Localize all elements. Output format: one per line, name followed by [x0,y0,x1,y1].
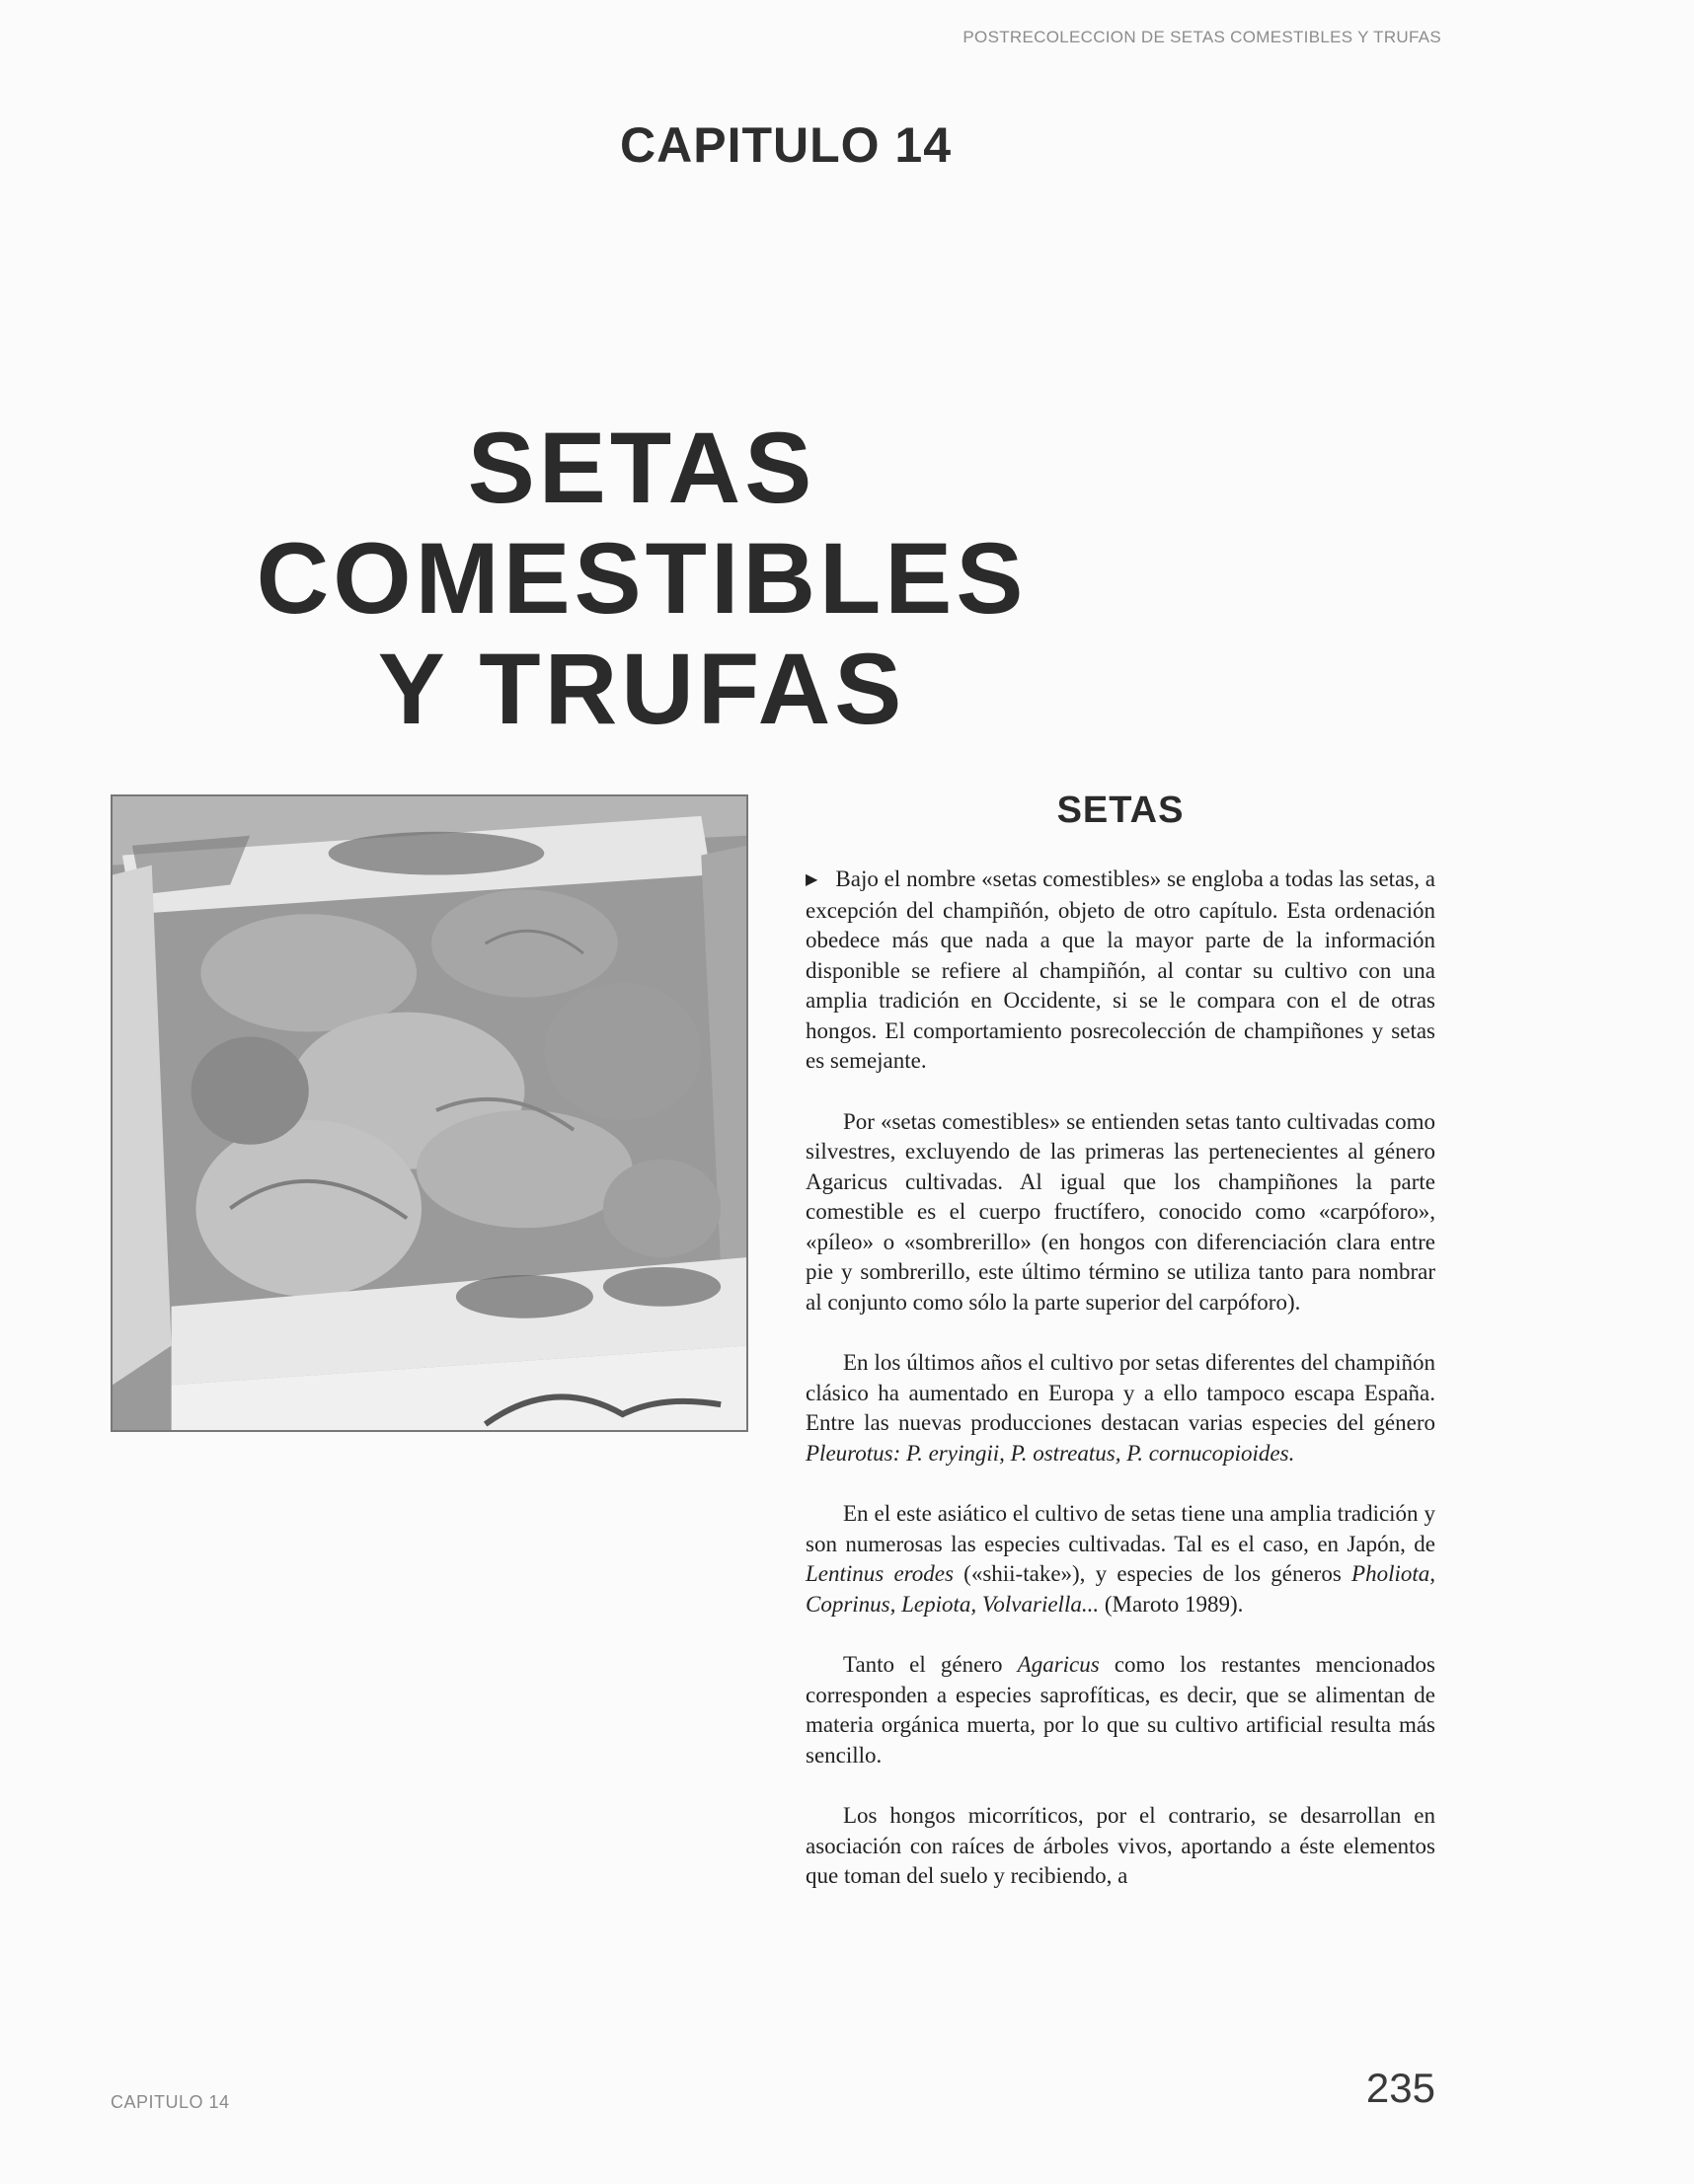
paragraph-1-text: Bajo el nombre «setas comestibles» se engloba a todas las setas, a excepción del champiñón, objeto de otro capítulo. Esta ordenación obedece más que nada a que la mayor parte de la información disponible se refiere al champiñón, al contar su cultivo con una amplia tradición en Occidente, si se le compara con el de otras hongos. El comportamiento posrecolección de champiñones y setas es semejante. [806,866,1435,1073]
paragraph-5-text-b: como los restantes mencionados corresponden a especies saprofíticas, es decir, que se alimentan de materia orgánica muerta, por lo que su cultivo artificial resulta más sencillo. [806,1652,1436,1768]
paragraph-4 [806,1499,1435,1619]
footer-chapter: CAPITULO 14 [111,2092,230,2112]
main-title-line-1: SETAS COMESTIBLES [256,412,1028,635]
page-number: 235 [1365,2065,1435,2111]
paragraph-5-text-a: Tanto el género [843,1652,1018,1677]
running-header: POSTRECOLECCION DE SETAS COMESTIBLES Y TRUFAS [962,28,1441,46]
paragraph-4-species-b: Pholiota, Coprinus, Lepiota, Volvariella... [806,1561,1436,1617]
main-title [99,413,1185,744]
section-title: SETAS [1056,790,1185,831]
paragraph-2: Por «setas comestibles» se entienden setas tanto cultivadas como silvestres, excluyendo de las primeras las pertenecientes al género Agaricus cultivadas. Al igual que los champiñones la parte comestible es el cuerpo fructífero, conocido como «carpóforo», «píleo» o «sombrerillo» (en hongos con diferenciación clara entre pie y sombrerillo, este último término se utiliza tanto para nombrar al conjunto como sólo la parte superior del carpóforo). [806,1108,1435,1315]
paragraph-3-text: En los últimos años el cultivo por setas diferentes del champiñón clásico ha aumentado en Europa y a ello tampoco escapa España. Entre las nuevas producciones destacan varias especies del género [806,1350,1435,1435]
paragraph-4-species-a: Lentinus erodes [806,1561,954,1586]
chapter-label: CAPITULO 14 [620,117,953,173]
main-title-line-2: Y TRUFAS [377,633,906,745]
paragraph-6: Los hongos micorríticos, por el contrario, se desarrollan en asociación con raíces de árboles vivos, aportando a éste elementos que toman del suelo y recibiendo, a [806,1803,1435,1888]
paragraph-3-species: Pleurotus: P. eryingii, P. ostreatus, P. cornucopioides. [806,1440,1295,1466]
mushroom-crate-photo [111,794,748,1432]
paragraph-3 [806,1348,1435,1469]
triangle-right-icon: ▶ [806,871,818,888]
paragraph-5-genus: Agaricus [1017,1652,1100,1677]
paragraph-4-text-b: («shii-take»), y especies de los géneros [953,1561,1352,1586]
paragraph-1 [806,865,1435,1077]
paragraph-4-text-a: En el este asiático el cultivo de setas tiene una amplia tradición y son numerosas las especies cultivadas. Tal es el caso, en Japón, de [806,1501,1435,1556]
paragraph-5 [806,1650,1435,1770]
body-text [806,865,1435,1922]
paragraph-4-text-c: (Maroto 1989). [1099,1591,1244,1617]
